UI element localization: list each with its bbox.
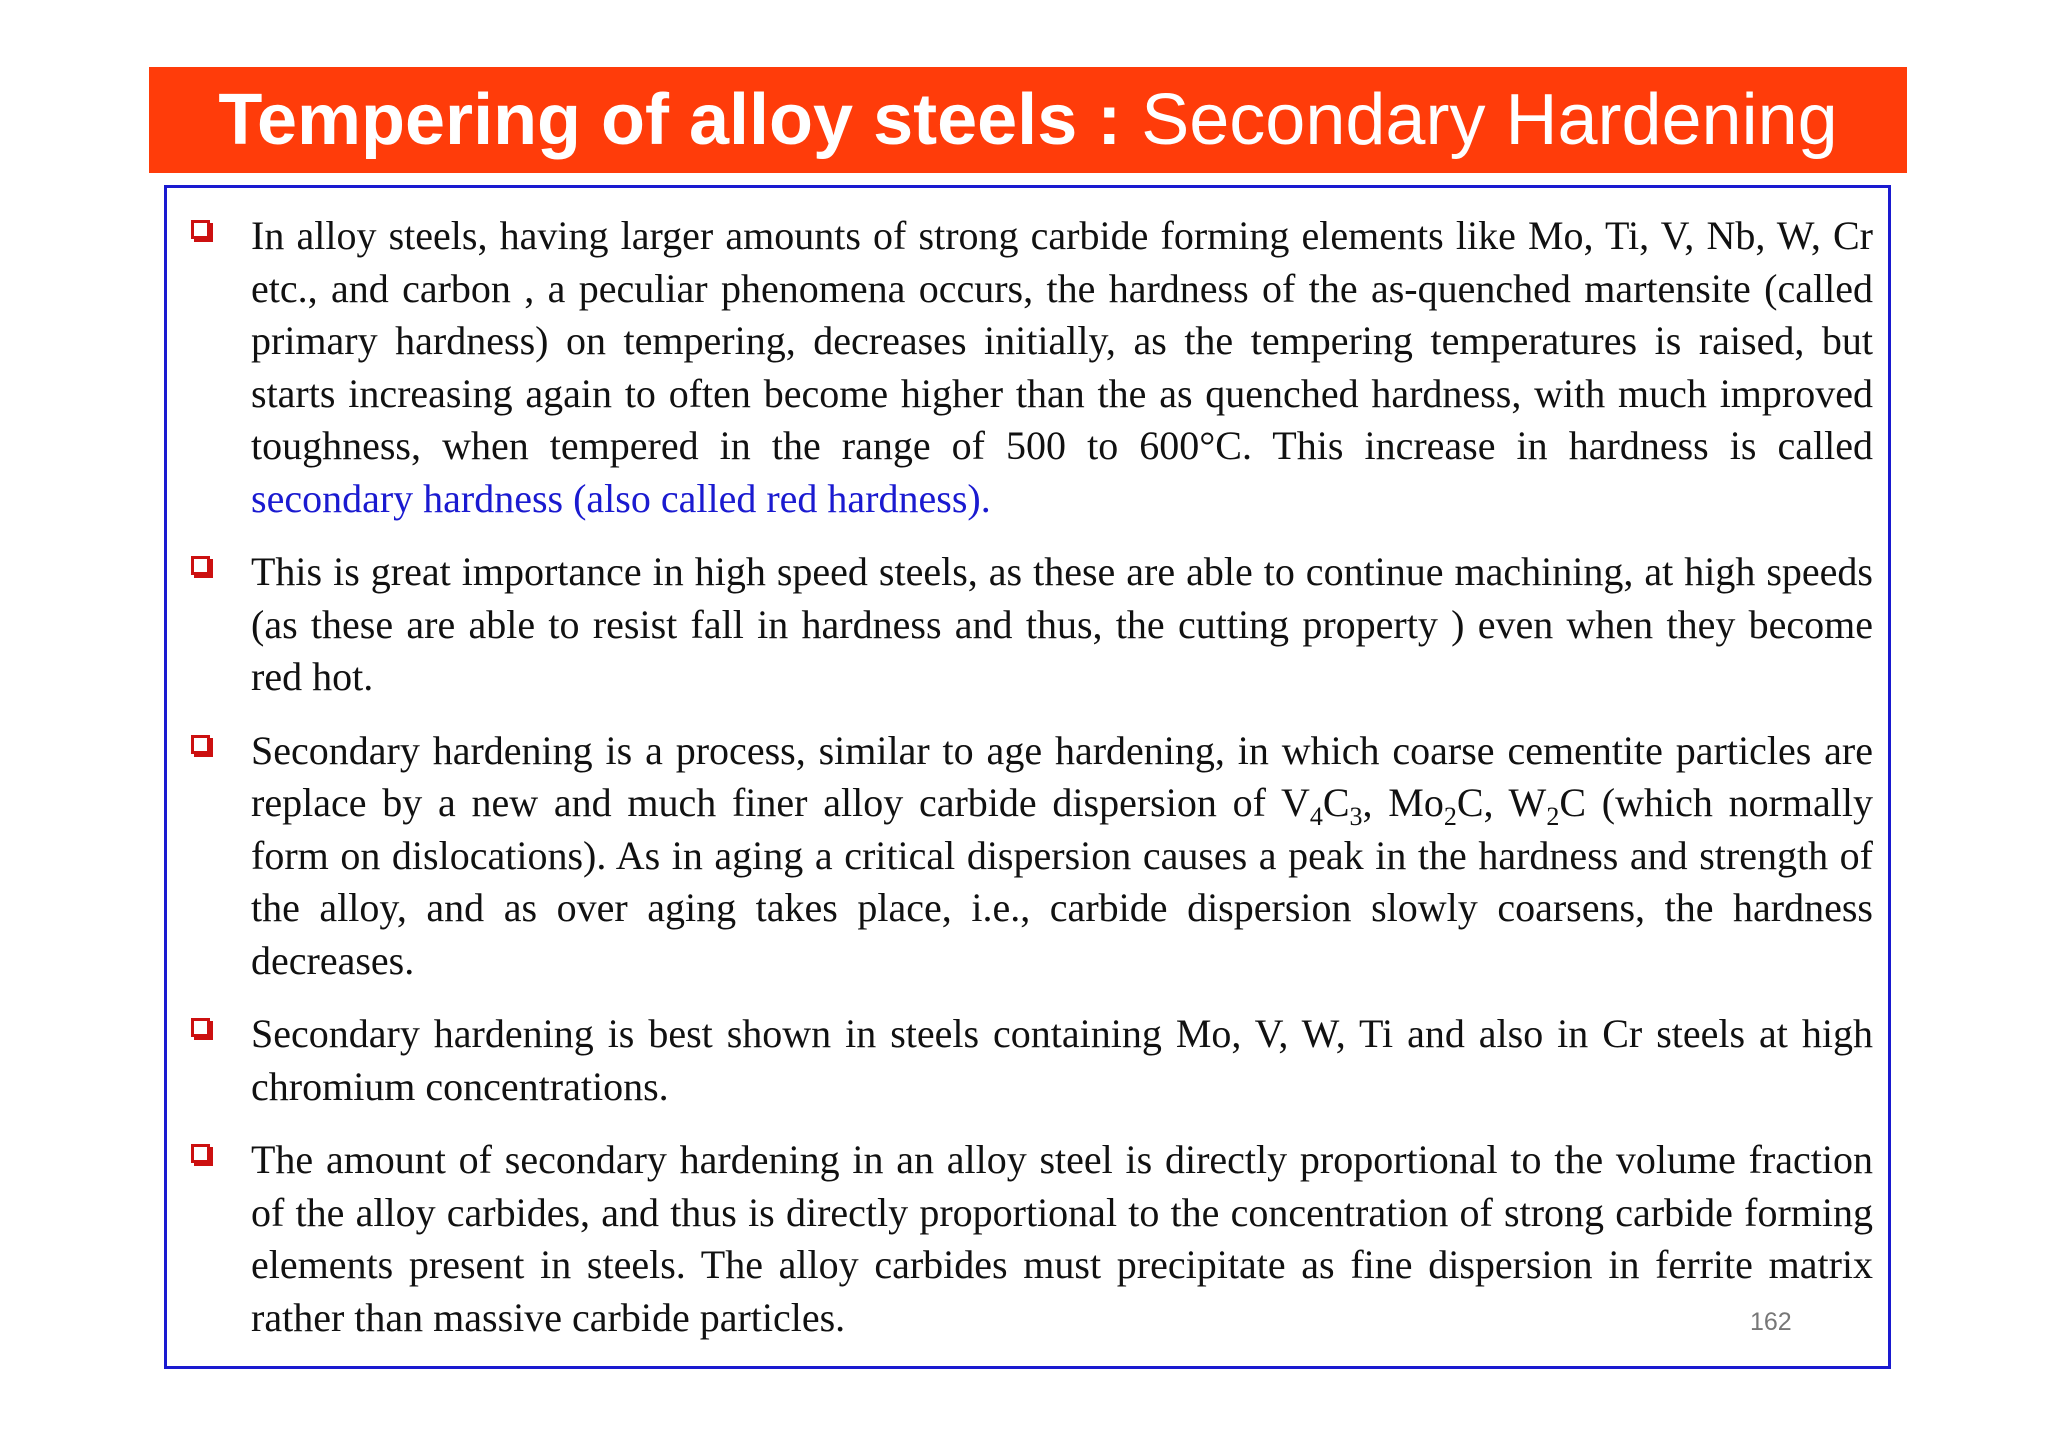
- bullet-text: [251, 725, 1873, 988]
- slide-title: [218, 80, 1838, 160]
- bullet-text: Secondary hardening is best shown in steels containing Mo, V, W, Ti and also in Cr steels at high chromium concentrations.: [251, 1011, 1873, 1109]
- bullet-text-part: C: [1322, 780, 1350, 825]
- content-box: [164, 185, 1891, 1369]
- list-item: [185, 546, 1873, 704]
- highlighted-term: secondary hardness (also called red hardness).: [251, 475, 991, 521]
- slide-title-normal: Secondary Hardening: [1121, 80, 1838, 160]
- bullet-text-main: In alloy steels, having larger amounts of strong carbide forming elements like Mo, Ti, V, Nb, W, Cr etc., and carbon , a peculiar phenomena occurs, the hardness of the as-quenched martensite (called primary hardness) on tempering, decreases initially, as the tempering temperatures is raised, but starts increasing again to often become higher than the as quenched hardness, with much improved toughness, when tempered in the range of 500 to 600°C. This increase in hardness is called: [251, 213, 1873, 468]
- list-item: [185, 1008, 1873, 1113]
- subscript: 2: [1443, 802, 1457, 831]
- page-number: 162: [1750, 1308, 1792, 1336]
- bullet-text: This is great importance in high speed steels, as these are able to continue machining, at high speeds (as these are able to resist fall in hardness and thus, the cutting property ) even when they become red hot.: [251, 549, 1873, 699]
- hollow-square-bullet-icon: [191, 735, 210, 754]
- bullet-text-part: Secondary hardening is a process, similar to age hardening, in which coarse cementite particles are replace by a new and much finer alloy carbide dispersion of V: [251, 727, 1873, 825]
- bullet-text: [251, 210, 1873, 525]
- hollow-square-bullet-icon: [191, 220, 210, 239]
- subscript: 3: [1349, 802, 1363, 831]
- bullet-text: The amount of secondary hardening in an alloy steel is directly proportional to the volume fraction of the alloy carbides, and thus is directly proportional to the concentration of strong carbide forming elements present in steels. The alloy carbides must precipitate as fine dispersion in ferrite matrix rather than massive carbide particles.: [251, 1137, 1873, 1340]
- hollow-square-bullet-icon: [191, 1018, 210, 1037]
- subscript: 4: [1309, 802, 1323, 831]
- hollow-square-bullet-icon: [191, 1144, 210, 1163]
- list-item: [185, 725, 1873, 988]
- slide-title-bar: [149, 67, 1907, 173]
- slide-title-bold: Tempering of alloy steels :: [218, 80, 1122, 160]
- hollow-square-bullet-icon: [191, 556, 210, 575]
- subscript: 2: [1546, 802, 1560, 831]
- list-item: [185, 1134, 1873, 1344]
- bullet-text-part: C (which normally form on dislocations). As in aging a critical dispersion causes a peak in the hardness and strength of the alloy, and as over aging takes place, i.e., carbide dispersion slowly coarsens, the hardness decreases.: [251, 780, 1873, 983]
- bullet-list: [185, 210, 1873, 1365]
- bullet-text-part: C, W: [1456, 780, 1547, 825]
- list-item: [185, 210, 1873, 525]
- bullet-text-part: , Mo: [1362, 780, 1444, 825]
